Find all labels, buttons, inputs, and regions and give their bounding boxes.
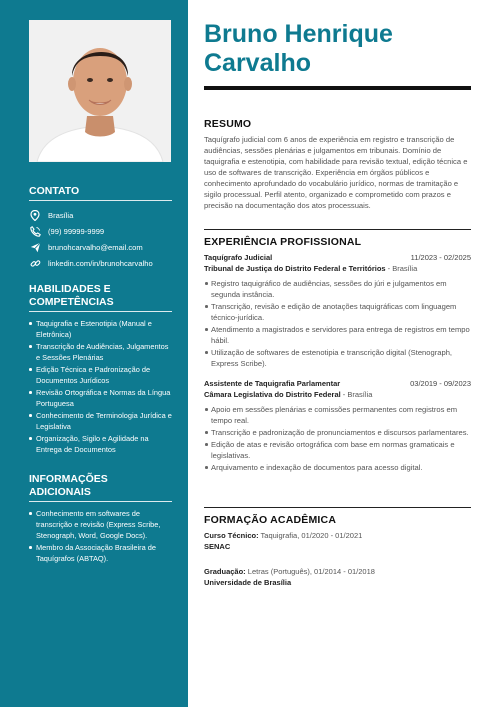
additional-info-item: Conhecimento em softwares de transcrição e revisão (Express Scribe, Stenograph, Word, Google Docs). — [29, 508, 172, 541]
location-pin-icon — [29, 209, 41, 221]
experience-title: EXPERIÊNCIA PROFISSIONAL — [204, 236, 362, 248]
contact-linkedin[interactable] — [29, 255, 172, 271]
job-role: Assistente de Taquigrafia Parlamentar — [204, 379, 341, 388]
additional-info-title: INFORMAÇÕES ADICIONAIS — [29, 473, 172, 502]
job-entry — [204, 252, 471, 369]
education-entry — [204, 566, 471, 588]
job-dates: 11/2023 - 02/2025 — [410, 253, 471, 262]
phone-icon — [29, 225, 41, 237]
job-organization — [204, 263, 471, 274]
summary-title: RESUMO — [204, 118, 252, 130]
skills-list — [29, 318, 172, 455]
job-header — [204, 378, 471, 389]
skills-title-line1: HABILIDADES E — [29, 283, 111, 295]
name-divider — [204, 86, 471, 90]
job-role: Taquígrafo Judicial — [204, 253, 273, 262]
contact-title: CONTATO — [29, 185, 172, 201]
skill-item: Transcrição de Audiências, Julgamentos e Sessões Plenárias — [29, 341, 172, 363]
education-section — [204, 507, 471, 588]
job-org-name: Tribunal de Justiça do Distrito Federal e Territórios — [204, 264, 386, 273]
skill-item: Organização, Sigilo e Agilidade na Entrega de Documentos — [29, 433, 172, 455]
job-entry — [204, 378, 471, 473]
additional-info-item: Membro da Associação Brasileira de Taquígrafos (ABTAQ). — [29, 542, 172, 564]
education-detail: Letras (Português), 01/2014 - 01/2018 — [245, 567, 375, 576]
skills-title — [29, 283, 172, 312]
profile-photo-illustration — [29, 20, 171, 162]
summary-section — [204, 118, 471, 211]
skill-item: Conhecimento de Terminologia Jurídica e Legislativa — [29, 410, 172, 432]
send-icon — [29, 241, 41, 253]
education-school: Universidade de Brasília — [204, 578, 292, 587]
job-bullet: Apoio em sessões plenárias e comissões permanentes com registros em tempo real. — [204, 404, 471, 426]
job-location: - Brasília — [340, 390, 373, 399]
candidate-name-line2: Carvalho — [204, 49, 311, 77]
job-location: - Brasília — [385, 264, 418, 273]
job-bullet: Arquivamento e indexação de documentos para acesso digital. — [204, 462, 471, 473]
contact-location — [29, 207, 172, 223]
education-detail: Taquigrafia, 01/2020 - 01/2021 — [258, 531, 363, 540]
job-bullets — [204, 278, 471, 369]
summary-text: Taquígrafo judicial com 6 anos de experiência em registro e transcrição de audiências, sessões plenárias e julgamentos em tribunais. Domínio de taquigrafia e estenotipia, com habilidade para revisão textual, edição técnica e uso de softwares de transcrição. Experiência em órgãos públicos e conhecimento aprofundado do vocabulário jurídico, normas de tramitação e sigilo processual. Perfil atento, organizado e comprometido com prazos e precisão na documentação dos atos processuais. — [204, 135, 468, 210]
additional-info-section — [29, 473, 172, 565]
job-header — [204, 252, 471, 263]
contact-location-text: Brasília — [48, 210, 74, 220]
job-bullets — [204, 404, 471, 473]
job-organization — [204, 389, 471, 400]
contact-section — [29, 185, 172, 271]
link-icon — [29, 257, 41, 269]
sidebar — [0, 0, 188, 707]
skills-section — [29, 283, 172, 456]
skill-item: Taquigrafia e Estenotipia (Manual e Eletrônica) — [29, 318, 172, 340]
job-bullet: Registro taquigráfico de audiências, sessões do júri e julgamentos em segunda instância. — [204, 278, 471, 300]
job-org-name: Câmara Legislativa do Distrito Federal — [204, 390, 341, 399]
education-divider — [204, 507, 471, 508]
additional-info-list — [29, 508, 172, 564]
education-entry — [204, 530, 471, 552]
experience-divider — [204, 229, 471, 230]
profile-photo — [29, 20, 171, 162]
education-school: SENAC — [204, 542, 231, 551]
education-label: Curso Técnico: — [204, 531, 259, 540]
skill-item: Revisão Ortográfica e Normas da Língua Portuguesa — [29, 387, 172, 409]
candidate-name — [204, 20, 484, 78]
experience-section — [204, 229, 471, 474]
skill-item: Edição Técnica e Padronização de Documentos Jurídicos — [29, 364, 172, 386]
education-label: Graduação: — [204, 567, 246, 576]
skills-title-line2: COMPETÊNCIAS — [29, 296, 114, 308]
job-bullet: Utilização de softwares de estenotipia e transcrição digital (Stenograph, Express Scribe). — [204, 347, 471, 369]
job-dates: 03/2019 - 09/2023 — [410, 379, 471, 388]
job-bullet: Transcrição, revisão e edição de anotações taquigráficas com linguagem técnico-jurídica. — [204, 301, 471, 323]
contact-phone-text: (99) 99999-9999 — [48, 226, 105, 236]
contact-linkedin-text: linkedin.com/in/brunohcarvalho — [48, 258, 153, 268]
contact-email[interactable] — [29, 239, 172, 255]
job-bullet: Atendimento a magistrados e servidores para entrega de registros em tempo hábil. — [204, 324, 471, 346]
job-bullet: Edição de atas e revisão ortográfica com base em normas gramaticais e legislativas. — [204, 439, 471, 461]
contact-phone — [29, 223, 172, 239]
candidate-name-line1: Bruno Henrique — [204, 20, 393, 48]
contact-email-text: brunohcarvalho@email.com — [48, 242, 143, 252]
job-bullet: Transcrição e padronização de pronunciamentos e discursos parlamentares. — [204, 427, 471, 438]
education-title: FORMAÇÃO ACADÊMICA — [204, 514, 337, 526]
